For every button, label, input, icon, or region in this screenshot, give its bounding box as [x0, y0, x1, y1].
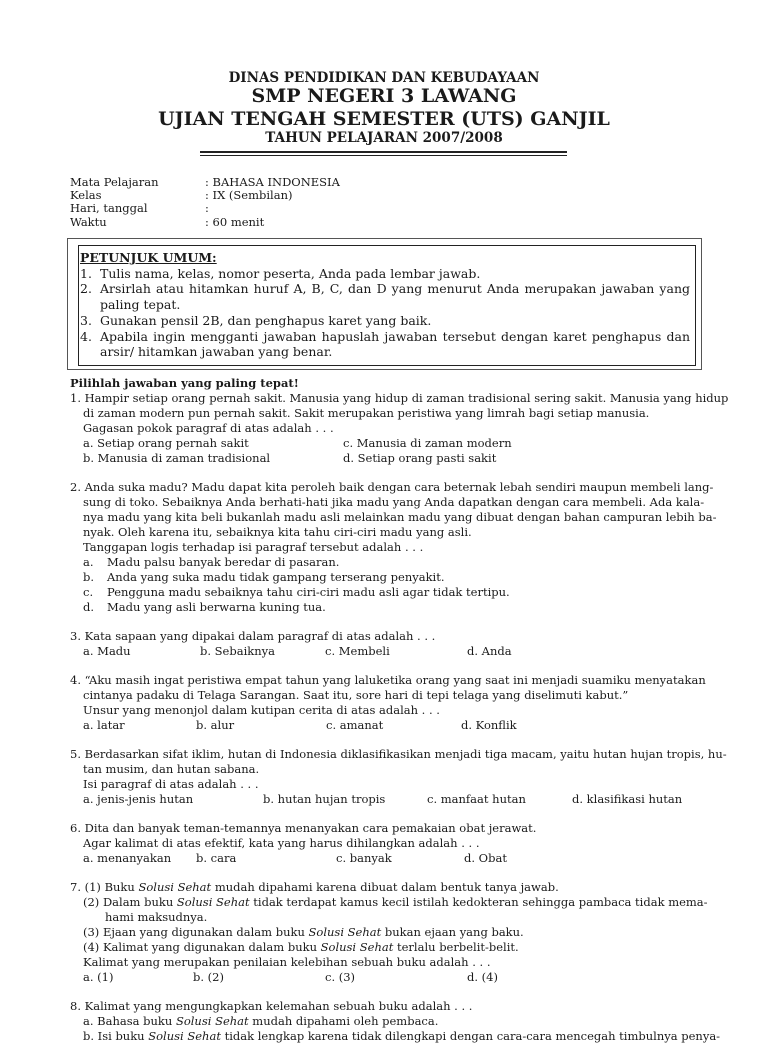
- instruction-item: [80, 266, 690, 282]
- book-title: Solusi Sehat: [308, 925, 382, 939]
- option-letter: b.: [83, 570, 95, 584]
- option-row: [70, 851, 710, 866]
- option-letter: c.: [83, 585, 94, 599]
- general-instructions: [80, 250, 690, 360]
- option-a: [70, 555, 710, 570]
- option-b: b. Sebaiknya: [200, 644, 275, 658]
- question-5: [70, 747, 727, 807]
- option-b: [70, 1029, 721, 1044]
- question-prompt: Isi paragraf di atas adalah . . .: [83, 777, 259, 791]
- instruction-number: 2.: [80, 281, 92, 297]
- instruction-item: [80, 329, 690, 360]
- statement-4: [70, 940, 710, 955]
- instruction-text: Arsirlah atau hitamkan huruf A, B, C, dan D yang menurut Anda merupakan jawaban yang paling tepat.: [100, 281, 690, 313]
- option-d: d. Konflik: [461, 718, 517, 732]
- option-text: mudah dipahami oleh pembaca.: [248, 1014, 439, 1028]
- option-d: [70, 600, 710, 615]
- question-6: [70, 821, 710, 866]
- instruction-number: 4.: [80, 328, 92, 344]
- option-c: c. (3): [325, 970, 356, 984]
- header-rule-thick: [200, 151, 567, 153]
- statement-text: terlalu berbelit-belit.: [393, 940, 519, 954]
- instruction-text: Tulis nama, kelas, nomor peserta, Anda pada lembar jawab.: [100, 265, 481, 281]
- option-d: d. klasifikasi hutan: [572, 792, 683, 806]
- option-a: [70, 1014, 710, 1029]
- identity-key: Mata Pelajaran: [70, 175, 159, 189]
- question-text: sung di toko. Sebaiknya Anda berhati-hati jika madu yang Anda dapatkan dengan cara membeli. Ada kala-: [83, 495, 705, 509]
- question-text: 5. Berdasarkan sifat iklim, hutan di Indonesia diklasifikasikan menjadi tiga macam, yaitu hutan hujan tropis, hu-: [70, 747, 727, 761]
- option-b: b. (2): [193, 970, 224, 984]
- section-instruction: Pilihlah jawaban yang paling tepat!: [70, 376, 299, 390]
- header-school: SMP NEGERI 3 LAWANG: [251, 85, 517, 107]
- option-b: [70, 570, 710, 585]
- instruction-number: 3.: [80, 312, 92, 328]
- book-title: Solusi Sehat: [320, 940, 394, 954]
- statement-1: [70, 880, 710, 895]
- book-title: Solusi Sehat: [148, 1029, 221, 1043]
- question-text: nyak. Oleh karena itu, sebaiknya kita tahu ciri-ciri madu yang asli.: [83, 525, 472, 539]
- statement-2: [70, 895, 710, 910]
- statement-text: tidak terdapat kamus kecil istilah kedokteran sehingga pambaca tidak mema-: [249, 895, 708, 909]
- option-list: [70, 555, 710, 615]
- statement-text: (3) Ejaan yang digunakan dalam buku: [83, 925, 309, 939]
- question-3: [70, 629, 710, 659]
- option-b: b. alur: [196, 718, 235, 732]
- option-b: b. cara: [196, 851, 237, 865]
- question-4: [70, 673, 710, 733]
- option-text: Anda yang suka madu tidak gampang terserang penyakit.: [107, 570, 445, 584]
- instruction-item: [80, 281, 690, 312]
- identity-value: : 60 menit: [205, 214, 265, 229]
- option-row: [70, 718, 710, 733]
- option-d: d. Obat: [464, 851, 507, 865]
- instruction-text: Gunakan pensil 2B, dan penghapus karet yang baik.: [100, 312, 432, 328]
- question-prompt: Agar kalimat di atas efektif, kata yang harus dihilangkan adalah . . .: [83, 836, 480, 850]
- option-text: Madu yang asli berwarna kuning tua.: [107, 600, 326, 614]
- question-text: 4. “Aku masih ingat peristiwa empat tahun yang laluketika orang yang saat ini menjadi suamiku menyatakan: [70, 673, 706, 687]
- question-text: di zaman modern pun pernah sakit. Sakit merupakan peristiwa yang limrah bagi setiap manusia.: [83, 406, 650, 420]
- book-title: Solusi Sehat: [176, 895, 250, 909]
- identity-key: Kelas: [70, 188, 102, 203]
- book-title: Solusi Sehat: [175, 1014, 249, 1028]
- questions: [70, 376, 729, 1044]
- option-a: a. menanyakan: [83, 851, 172, 865]
- option-c: [70, 585, 710, 600]
- option-c: c. amanat: [326, 718, 384, 732]
- question-7: [70, 880, 710, 985]
- question-1: [70, 391, 729, 466]
- option-c: c. banyak: [336, 851, 392, 865]
- instruction-item: [80, 313, 690, 329]
- option-text: b. Isi buku: [83, 1029, 149, 1043]
- identity-row: [70, 202, 340, 215]
- option-row: [70, 792, 710, 807]
- option-a: a. latar: [83, 718, 125, 732]
- option-row: [70, 451, 710, 466]
- statement-text: (4) Kalimat yang digunakan dalam buku: [83, 940, 321, 954]
- header-agency: DINAS PENDIDIKAN DAN KEBUDAYAAN: [228, 70, 540, 86]
- option-a: a. jenis-jenis hutan: [83, 792, 194, 806]
- option-letter: a.: [83, 555, 94, 569]
- identity-key: Hari, tanggal: [70, 201, 148, 216]
- exam-identity: [70, 176, 340, 229]
- option-a: a. Madu: [83, 644, 131, 658]
- option-c: c. Membeli: [325, 644, 390, 658]
- option-d: d. Anda: [467, 644, 512, 658]
- option-letter: d.: [83, 600, 95, 614]
- statement-text: (2) Dalam buku: [83, 895, 177, 909]
- option-text: tidak lengkap karena tidak dilengkapi dengan cara-cara mencegah timbulnya penya-: [220, 1029, 721, 1043]
- header-academic-year: TAHUN PELAJARAN 2007/2008: [265, 130, 503, 146]
- instruction-text: Apabila ingin mengganti jawaban hapuslah jawaban tersebut dengan karet penghapus dan arsir/ hitamkan jawaban yang benar.: [100, 328, 690, 360]
- identity-row: [70, 216, 340, 229]
- option-text: Madu palsu banyak beredar di pasaran.: [107, 555, 340, 569]
- statement-3: [70, 925, 710, 940]
- statement-text: 7. (1) Buku: [70, 880, 139, 894]
- option-row: [70, 436, 710, 451]
- option-d: d. (4): [467, 970, 498, 984]
- option-b: b. hutan hujan tropis: [263, 792, 386, 806]
- question-8: [70, 999, 721, 1044]
- question-prompt: Gagasan pokok paragraf di atas adalah . . .: [83, 421, 334, 435]
- option-c: c. Manusia di zaman modern: [343, 436, 512, 450]
- question-text: 6. Dita dan banyak teman-temannya menanyakan cara pemakaian obat jerawat.: [70, 821, 537, 835]
- header-exam-title: UJIAN TENGAH SEMESTER (UTS) GANJIL: [158, 108, 610, 130]
- option-b: b. Manusia di zaman tradisional: [83, 451, 271, 465]
- option-a: a. (1): [83, 970, 114, 984]
- identity-value: :: [205, 201, 209, 216]
- book-title: Solusi Sehat: [138, 880, 212, 894]
- question-text: 8. Kalimat yang mengungkapkan kelemahan sebuah buku adalah . . .: [70, 999, 473, 1013]
- instructions-title: PETUNJUK UMUM:: [80, 250, 217, 265]
- identity-value: : IX (Sembilan): [205, 188, 293, 203]
- question-text: nya madu yang kita beli bukanlah madu asli melainkan madu yang dibuat dengan bahan campuran lebih ba-: [83, 510, 717, 524]
- option-c: c. manfaat hutan: [427, 792, 526, 806]
- instruction-number: 1.: [80, 265, 92, 281]
- statement-text: bukan ejaan yang baku.: [381, 925, 524, 939]
- question-prompt: Unsur yang menonjol dalam kutipan cerita di atas adalah . . .: [83, 703, 440, 717]
- identity-key: Waktu: [70, 214, 107, 229]
- identity-value: : BAHASA INDONESIA: [205, 175, 340, 189]
- statement-2-continuation: hami maksudnya.: [105, 910, 208, 924]
- option-a: a. Setiap orang pernah sakit: [83, 436, 249, 450]
- statement-text: mudah dipahami karena dibuat dalam bentuk tanya jawab.: [211, 880, 559, 894]
- option-text: Pengguna madu sebaiknya tahu ciri-ciri madu asli agar tidak tertipu.: [107, 585, 510, 599]
- question-text: 3. Kata sapaan yang dipakai dalam paragraf di atas adalah . . .: [70, 629, 436, 643]
- option-row: [70, 644, 710, 659]
- question-text: cintanya padaku di Telaga Sarangan. Saat itu, sore hari di tepi telaga yang diselimuti kabut.”: [83, 688, 629, 702]
- question-prompt: Kalimat yang merupakan penilaian kelebihan sebuah buku adalah . . .: [83, 955, 491, 969]
- option-row: [70, 970, 710, 985]
- question-2: [70, 480, 717, 615]
- option-d: d. Setiap orang pasti sakit: [343, 451, 497, 465]
- question-text: 1. Hampir setiap orang pernah sakit. Manusia yang hidup di zaman tradisional sering sakit. Manusia yang hidup: [70, 391, 729, 405]
- option-text: a. Bahasa buku: [83, 1014, 176, 1028]
- header-rule-thin: [200, 155, 567, 156]
- question-text: 2. Anda suka madu? Madu dapat kita peroleh baik dengan cara beternak lebah sendiri maupun membeli lang-: [70, 480, 714, 494]
- question-text: tan musim, dan hutan sabana.: [83, 762, 260, 776]
- question-prompt: Tanggapan logis terhadap isi paragraf tersebut adalah . . .: [83, 540, 424, 554]
